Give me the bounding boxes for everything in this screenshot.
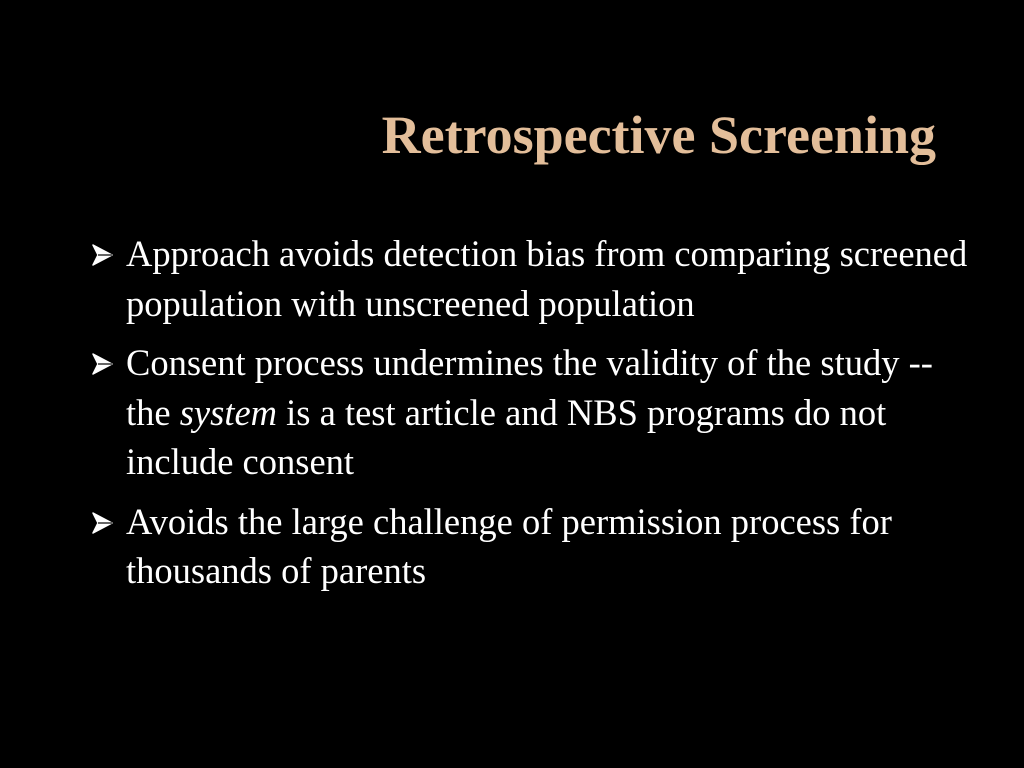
- arrowhead-bullet-icon: [90, 351, 116, 377]
- arrowhead-bullet-icon: [90, 510, 116, 536]
- bullet-item: [90, 229, 970, 328]
- bullet-item: [90, 338, 970, 487]
- bullet-text: Approach avoids detection bias from comparing screened population with unscreened population: [126, 233, 968, 324]
- slide-title: Retrospective Screening: [381, 105, 936, 165]
- emphasized-word: system: [179, 391, 278, 433]
- arrowhead-bullet-icon: [90, 242, 116, 268]
- bullet-text: [126, 342, 933, 482]
- bullet-list: [90, 229, 970, 606]
- bullet-text: Avoids the large challenge of permission process for thousands of parents: [126, 500, 892, 591]
- bullet-text-before: Consent process undermines the validity of the study -- the: [126, 342, 933, 433]
- bullet-text-after: is a test article and NBS programs do not include consent: [126, 391, 887, 482]
- bullet-item: [90, 497, 970, 596]
